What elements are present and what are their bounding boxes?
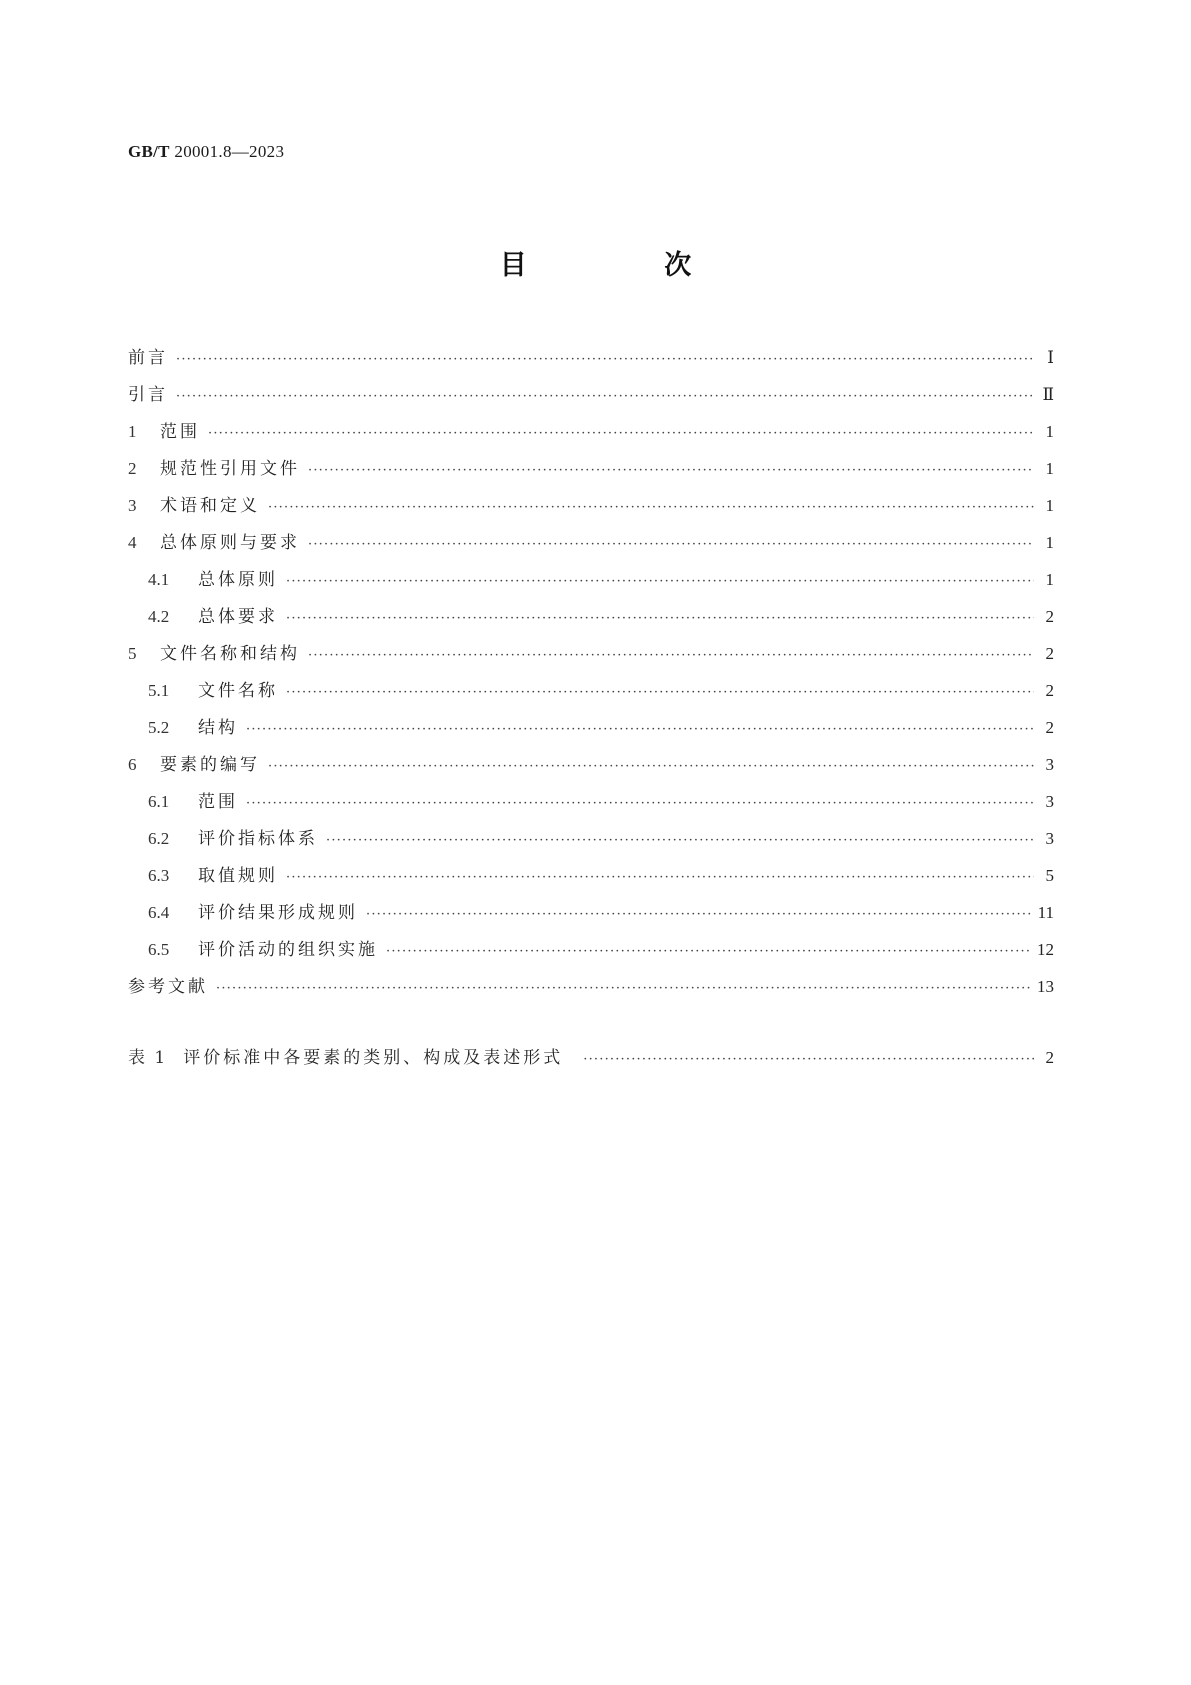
toc-entry-number: 6.3	[148, 866, 170, 885]
toc-entry-page: 1	[1045, 570, 1054, 589]
leader-dots	[366, 896, 1032, 933]
toc-entry-2[interactable]	[128, 450, 1054, 487]
toc-entry-label: 取值规则	[198, 866, 278, 886]
toc-entry-label: 评价指标体系	[198, 829, 318, 849]
toc-entry-page: 3	[1045, 792, 1054, 811]
table-entry-1[interactable]	[128, 1039, 1054, 1076]
standard-code	[128, 142, 284, 162]
toc-entry-page: 1	[1045, 422, 1054, 441]
toc-entry-label: 要素的编写	[160, 755, 260, 775]
leader-dots	[216, 970, 1031, 1007]
toc-entry-number: 6.1	[148, 792, 170, 811]
toc-entry-number: 4	[128, 533, 137, 552]
toc-entry-page: Ⅱ	[1042, 385, 1054, 404]
toc-entry-label: 文件名称和结构	[160, 644, 300, 664]
toc-entry-label: 参考文献	[128, 977, 208, 997]
leader-dots	[286, 674, 1034, 711]
toc-entry-page: 2	[1045, 681, 1054, 700]
toc-entry-6-5[interactable]	[128, 931, 1054, 968]
toc-entry-number: 5	[128, 644, 137, 663]
toc-entry-6-1[interactable]	[128, 783, 1054, 820]
toc-entry-label: 前言	[128, 348, 168, 368]
toc-entry-page: 13	[1037, 977, 1054, 996]
toc-entry-label: 引言	[128, 385, 168, 405]
toc-entry-6[interactable]	[128, 746, 1054, 783]
leader-dots	[286, 563, 1034, 600]
toc-entry-6-4[interactable]	[128, 894, 1054, 931]
toc-entry-page: 1	[1045, 459, 1054, 478]
leader-dots	[176, 378, 1034, 415]
list-of-tables	[128, 1039, 1054, 1076]
leader-dots	[326, 822, 1034, 859]
toc-entry-number: 6.4	[148, 903, 170, 922]
leader-dots	[308, 637, 1034, 674]
standard-prefix: GB/T	[128, 142, 170, 161]
toc-entry-5[interactable]	[128, 635, 1054, 672]
table-entry-number: 表 1	[128, 1048, 168, 1068]
toc-entry-5-1[interactable]	[128, 672, 1054, 709]
toc-entry-5-2[interactable]	[128, 709, 1054, 746]
table-entry-page: 2	[1045, 1048, 1054, 1067]
table-entry-label: 评价标准中各要素的类别、构成及表述形式	[183, 1048, 564, 1068]
toc-entry-page: 2	[1045, 644, 1054, 663]
toc-entry-page: Ⅰ	[1047, 348, 1054, 367]
toc-entry-label: 评价结果形成规则	[198, 903, 358, 923]
toc-entry-page: 1	[1045, 496, 1054, 515]
toc-entry-number: 6	[128, 755, 137, 774]
toc-title: 目 次	[499, 250, 756, 281]
toc-entry-page: 1	[1045, 533, 1054, 552]
toc-entry-page: 2	[1045, 607, 1054, 626]
leader-dots	[308, 452, 1034, 489]
toc-entry-page: 11	[1037, 903, 1054, 922]
toc-entry-4[interactable]	[128, 524, 1054, 561]
toc-entry-number: 3	[128, 496, 137, 515]
toc-entry-6-2[interactable]	[128, 820, 1054, 857]
toc-entry-page: 2	[1045, 718, 1054, 737]
toc-entry-label: 规范性引用文件	[160, 459, 300, 479]
toc-entry-label: 评价活动的组织实施	[198, 940, 378, 960]
leader-dots	[246, 785, 1034, 822]
toc-entry-number: 5.1	[148, 681, 170, 700]
toc-entry-references[interactable]	[128, 968, 1054, 1005]
toc-entry-6-3[interactable]	[128, 857, 1054, 894]
leader-dots	[208, 415, 1034, 452]
toc-entry-number: 4.2	[148, 607, 170, 626]
leader-dots	[176, 341, 1034, 378]
toc-entry-1[interactable]	[128, 413, 1054, 450]
toc-entry-number: 4.1	[148, 570, 170, 589]
toc-entry-4-1[interactable]	[128, 561, 1054, 598]
table-of-contents	[128, 339, 1054, 1005]
leader-dots	[583, 1041, 1034, 1078]
leader-dots	[268, 489, 1034, 526]
toc-entry-number: 6.5	[148, 940, 170, 959]
leader-dots	[386, 933, 1031, 970]
toc-entry-page: 3	[1045, 829, 1054, 848]
toc-entry-preface[interactable]	[128, 339, 1054, 376]
toc-entry-number: 1	[128, 422, 137, 441]
toc-entry-label: 总体原则	[198, 570, 278, 590]
leader-dots	[286, 859, 1034, 896]
toc-entry-label: 范围	[198, 792, 238, 812]
toc-entry-label: 总体要求	[198, 607, 278, 627]
leader-dots	[308, 526, 1034, 563]
toc-entry-4-2[interactable]	[128, 598, 1054, 635]
toc-entry-label: 结构	[198, 718, 238, 738]
leader-dots	[286, 600, 1034, 637]
leader-dots	[268, 748, 1034, 785]
toc-entry-number: 2	[128, 459, 137, 478]
toc-entry-label: 范围	[160, 422, 200, 442]
toc-entry-page: 3	[1045, 755, 1054, 774]
toc-entry-number: 6.2	[148, 829, 170, 848]
toc-entry-label: 术语和定义	[160, 496, 260, 516]
toc-entry-number: 5.2	[148, 718, 170, 737]
toc-entry-page: 12	[1037, 940, 1054, 959]
standard-number: 20001.8—2023	[174, 142, 285, 161]
toc-entry-label: 文件名称	[198, 681, 278, 701]
leader-dots	[246, 711, 1034, 748]
toc-entry-3[interactable]	[128, 487, 1054, 524]
toc-entry-introduction[interactable]	[128, 376, 1054, 413]
toc-entry-page: 5	[1045, 866, 1054, 885]
toc-entry-label: 总体原则与要求	[160, 533, 300, 553]
